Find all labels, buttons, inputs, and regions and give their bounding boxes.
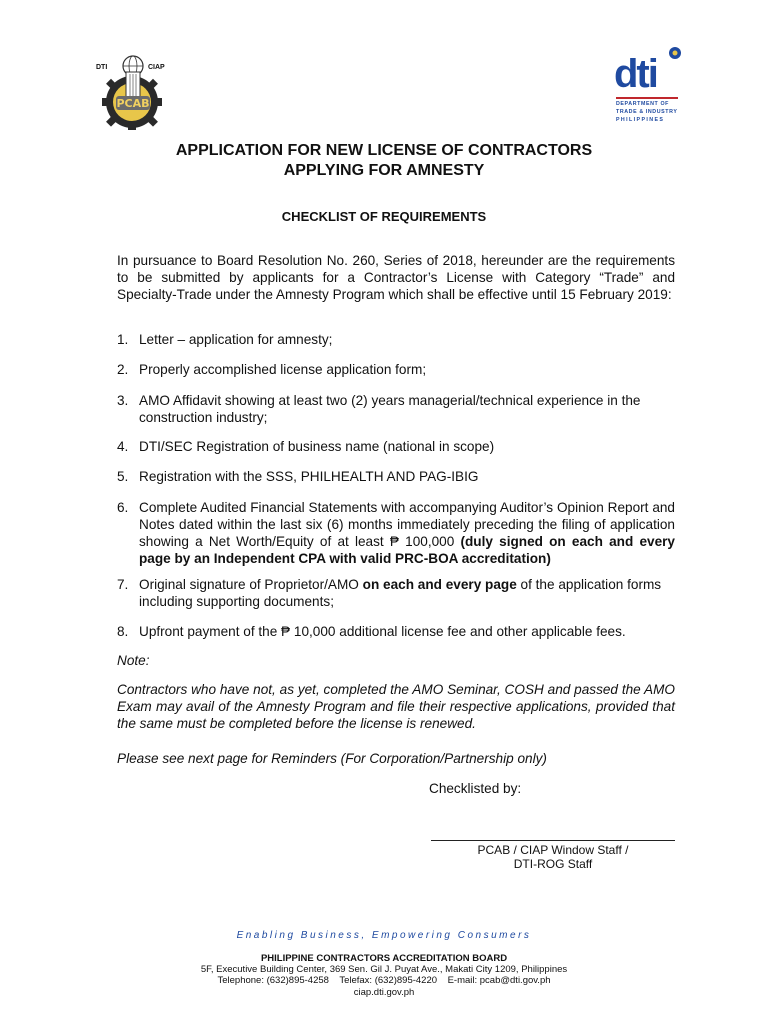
checklisted-by-label: Checklisted by: <box>429 781 522 796</box>
note-text: Contractors who have not, as yet, completed the AMO Seminar, COSH and passed the AMO Exam may avail of the Amnesty Program and file their respective applications, provided that the same must be completed before the license is renewed. <box>117 682 675 731</box>
requirement-text: Upfront payment of the ₱ 10,000 additional license fee and other applicable fees. <box>139 624 626 639</box>
requirement-number: 2. <box>117 362 129 377</box>
pcab-logo <box>90 50 180 130</box>
dti-wordmark: dti <box>614 52 657 96</box>
dti-label: DTI <box>96 64 108 71</box>
requirement-number: 3. <box>117 393 129 408</box>
requirement-text: Letter – application for amnesty; <box>139 332 333 347</box>
document-title-line-2: APPLYING FOR AMNESTY <box>283 162 485 179</box>
footer-contact: Telephone: (632)895-4258 Telefax: (632)895-4220 E-mail: pcab@dti.gov.ph <box>217 975 551 986</box>
dti-red-rule <box>616 97 678 99</box>
dti-sub-1: DEPARTMENT OF <box>616 101 670 107</box>
see-next-page-note: Please see next page for Reminders (For Corporation/Partnership only) <box>117 751 547 766</box>
dti-sub-2: TRADE & INDUSTRY <box>616 109 678 115</box>
signature-line <box>431 840 675 841</box>
requirement-text-part: of the application forms including supporting documents; <box>139 577 662 609</box>
requirement-number: 4. <box>117 439 129 454</box>
footer-tagline: Enabling Business, Empowering Consumers <box>236 930 532 941</box>
document-title-line-1: APPLICATION FOR NEW LICENSE OF CONTRACTORS <box>175 142 593 159</box>
pcab-emblem-icon <box>90 50 180 130</box>
note-label: Note: <box>117 653 150 668</box>
requirement-text: Properly accomplished license application form; <box>139 362 427 377</box>
requirement-text <box>139 499 675 567</box>
requirement-text-part: Complete Audited Financial Statements with accompanying Auditor’s Opinion Report and Notes dated within the last six (6) months immediately preceding the filing of application showing a Net Worth/Equity of at least ₱ 100,000 <box>139 500 675 549</box>
requirement-emphasis: on each and every page <box>362 577 517 592</box>
checklist-heading: CHECKLIST OF REQUIREMENTS <box>281 209 487 224</box>
requirement-number: 7. <box>117 577 129 592</box>
dti-logo <box>612 52 682 124</box>
signatory-line-2: DTI-ROG Staff <box>513 857 593 871</box>
requirement-text <box>139 576 675 610</box>
ciap-label: CIAP <box>148 64 165 71</box>
dti-sub-3: PHILIPPINES <box>616 117 665 123</box>
intro-paragraph: In pursuance to Board Resolution No. 260, Series of 2018, hereunder are the requirements to be submitted by applicants for a Contractor’s License with Category “Trade” and Specialty-Trade under the Amnesty Program which shall be effective until 15 February 2019: <box>117 253 675 302</box>
requirement-text: AMO Affidavit showing at least two (2) years managerial/technical experience in the construction industry; <box>139 393 641 425</box>
requirement-number: 8. <box>117 624 129 639</box>
requirement-text: Registration with the SSS, PHILHEALTH AND PAG-IBIG <box>139 469 479 484</box>
footer-org-name: PHILIPPINE CONTRACTORS ACCREDITATION BOARD <box>260 953 508 964</box>
requirement-number: 6. <box>117 500 129 515</box>
footer-website: ciap.dti.gov.ph <box>353 987 415 998</box>
requirement-number: 1. <box>117 332 129 347</box>
dti-star-icon <box>668 46 682 60</box>
requirement-text: DTI/SEC Registration of business name (national in scope) <box>139 439 495 454</box>
signatory-line-1: PCAB / CIAP Window Staff / <box>477 843 629 857</box>
footer-address: 5F, Executive Building Center, 369 Sen. Gil J. Puyat Ave., Makati City 1209, Philippines <box>200 964 568 975</box>
svg-text:PCAB: PCAB <box>116 97 150 110</box>
requirement-emphasis: (duly signed on each and every page by an Independent CPA with valid PRC-BOA accreditation) <box>139 534 675 566</box>
requirement-text-part: Original signature of Proprietor/AMO <box>139 577 363 592</box>
requirement-number: 5. <box>117 469 129 484</box>
